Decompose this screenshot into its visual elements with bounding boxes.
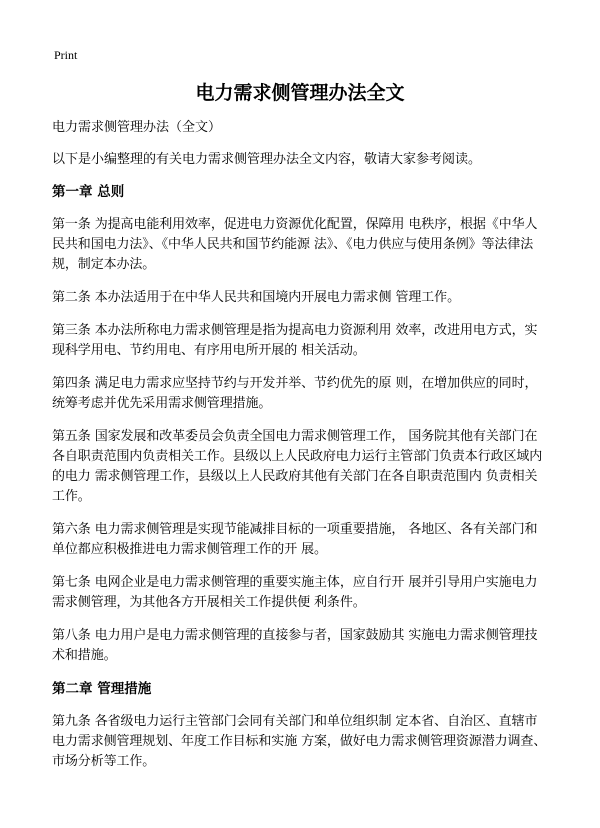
article-6: 第六条 电力需求侧管理是实现节能减排目标的一项重要措施， 各地区、各有关部门和单位都应积极推进电力需求侧管理工作的开 展。 [52, 522, 538, 557]
article-1: 第一条 为提高电能利用效率，促进电力资源优化配置，保障用 电秩序，根据《中华人民共和国电力法》、《中华人民共和国节约能源 法》、《电力供应与使用条例》等法律法规，制定本办法。 [52, 217, 538, 272]
article-4: 第四条 满足电力需求应坚持节约与开发并举、节约优先的原 则，在增加供应的同时，统筹考虑并优先采用需求侧管理措施。 [52, 376, 538, 411]
article-7: 第七条 电网企业是电力需求侧管理的重要实施主体，应自行开 展并引导用户实施电力需求侧管理，为其他各方开展相关工作提供便 利条件。 [52, 575, 538, 610]
intro-paragraph: 以下是小编整理的有关电力需求侧管理办法全文内容，敬请大家参考阅读。 [52, 152, 482, 167]
article-8: 第八条 电力用户是电力需求侧管理的直接参与者，国家鼓励其 实施电力需求侧管理技术和措施。 [52, 628, 538, 663]
article-3: 第三条 本办法所称电力需求侧管理是指为提高电力资源利用 效率，改进用电方式，实现科学用电、节约用电、有序用电所开展的 相关活动。 [52, 323, 538, 358]
page-title: 电力需求侧管理办法全文 [195, 82, 405, 104]
document-subtitle: 电力需求侧管理办法（全文） [52, 120, 222, 135]
article-5: 第五条 国家发展和改革委员会负责全国电力需求侧管理工作， 国务院其他有关部门在各自职责范围内负责相关工作。县级以上人民政府电力运行主管部门负责本行政区域内的电力 需求侧管理工作，县级以上人民政府其他有关部门在各自职责范围内 负责相关工作。 [52, 429, 543, 504]
chapter-heading: 第一章 总则 [52, 184, 125, 200]
article-2: 第二条 本办法适用于在中华人民共和国境内开展电力需求侧 管理工作。 [52, 290, 460, 305]
chapter-management-measures [52, 679, 548, 772]
chapter-general-provisions [52, 182, 548, 666]
article-9: 第九条 各省级电力运行主管部门会同有关部门和单位组织制 定本省、自治区、直辖市电力需求侧管理规划、年度工作目标和实施 方案，做好电力需求侧管理资源潜力调查、市场分析等工作。 [52, 714, 547, 769]
print-link[interactable]: Print [54, 48, 78, 62]
chapter-heading: 第二章 管理措施 [52, 681, 152, 697]
